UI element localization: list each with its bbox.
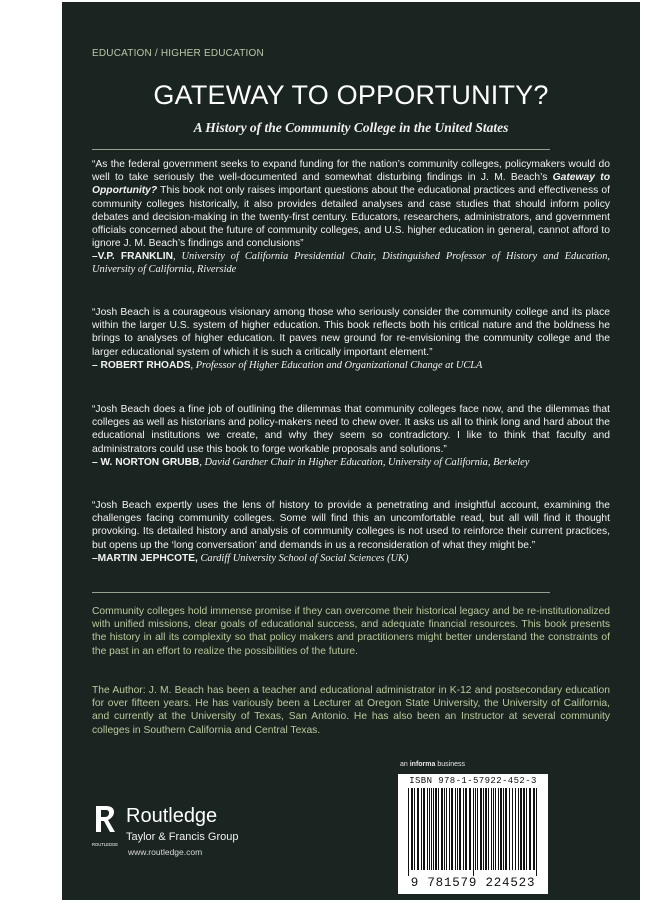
barcode-bar <box>465 788 467 870</box>
barcode-bar <box>414 788 415 870</box>
barcode-bar <box>533 788 535 870</box>
endorsement-quote <box>92 158 610 276</box>
routledge-logo-icon <box>92 802 118 850</box>
endorsement-quote <box>92 403 610 469</box>
barcode-bar <box>529 788 531 870</box>
endorser-affiliation: Cardiff University School of Social Sciences (UK) <box>197 552 409 564</box>
barcode-bar <box>477 788 478 870</box>
barcode-bar <box>451 788 453 870</box>
endorser-affiliation: , University of California Presidential Chair, Distinguished Professor of History and Education, University of California, Riverside <box>92 251 611 276</box>
barcode-bar <box>526 788 527 870</box>
barcode-bar <box>536 788 537 876</box>
informa-prefix: an <box>400 761 410 768</box>
barcode-bar <box>509 788 510 870</box>
quote-text: “Josh Beach expertly uses the lens of history to provide a penetrating and insightful account, examining the challenges facing community colleges. Some will find this an uncomfortable read, but all will find it thought provoking. Its detailed history and analysis of community colleges is not used to reinforce their current practices, but opens up the ‘long conversation’ and demands in us a reconsideration of what they might be.” <box>92 500 610 551</box>
quote-attribution <box>92 359 610 372</box>
barcode-bar <box>449 788 450 870</box>
book-subtitle: A History of the Community College in the United States <box>193 120 509 135</box>
barcode-bar <box>446 788 447 870</box>
barcode-bar <box>515 788 516 870</box>
quote-text-part: This book not only raises important questions about the educational practices and effectiveness of community colleges historically, it also provides detailed analyses and case studies that should inform policy debates and decision-making in the twenty-first century. Educators, researchers, administrators, and government officials concerned about the future of community colleges, and U.S. higher education in general, cannot afford to ignore J. M. Beach’s findings and conclusions” <box>92 185 610 250</box>
barcode-bar <box>518 788 519 870</box>
endorser-affiliation: , Professor of Higher Education and Organizational Change at UCLA <box>190 359 483 371</box>
quote-attribution <box>92 250 610 276</box>
barcode-bar <box>483 788 484 870</box>
barcode-bar <box>480 788 482 870</box>
barcode-bar <box>459 788 461 870</box>
endorser-name: – ROBERT RHOADS <box>92 359 191 371</box>
barcode-bar <box>421 788 422 870</box>
barcode-bar <box>444 788 445 870</box>
barcode-bar <box>457 788 458 870</box>
barcode-bar <box>455 788 456 870</box>
publisher-name: Routledge <box>126 805 218 827</box>
barcode-bar <box>505 788 507 870</box>
barcode-bar <box>485 788 487 870</box>
endorser-name: – W. NORTON GRUBB <box>92 456 200 468</box>
isbn-label: ISBN 978-1-57922-452-3 <box>409 776 537 786</box>
barcode-bar <box>441 788 443 870</box>
quote-attribution <box>92 552 610 565</box>
barcode-bar <box>408 788 409 876</box>
book-back-cover <box>62 2 640 900</box>
barcode-bar <box>463 788 464 870</box>
barcode-bar <box>493 788 494 870</box>
book-title: GATEWAY TO OPPORTUNITY? <box>153 80 549 110</box>
category-label: EDUCATION / HIGHER EDUCATION <box>92 48 264 59</box>
logo-text: ROUTLEDGE <box>92 842 118 847</box>
endorser-name: –V.P. FRANKLIN <box>92 251 173 263</box>
informa-brand: informa <box>409 761 436 768</box>
barcode-bar <box>512 788 513 870</box>
isbn-barcode <box>398 774 548 894</box>
barcode-bar <box>500 788 502 870</box>
barcode-bar <box>473 788 474 876</box>
quote-attribution <box>92 456 610 469</box>
barcode-bar <box>429 788 430 870</box>
barcode-bar <box>491 788 492 870</box>
quote-text <box>92 158 610 250</box>
endorsement-quote <box>92 306 610 372</box>
divider-bottom <box>92 592 550 593</box>
endorsement-quote <box>92 499 610 565</box>
barcode-bar <box>438 788 439 870</box>
publisher-group: Taylor & Francis Group <box>126 831 239 843</box>
quote-text: “Josh Beach is a courageous visionary among those who seriously consider the community college and its place within the larger U.S. system of higher education. This book reflects both his critical nature and the boldness he brings to analyses of higher education. It paves new ground for re-envisioning the community college and the larger educational system of which it is such a critically important element.” <box>92 307 610 358</box>
endorser-name: –MARTIN JEPHCOTE, <box>92 552 198 564</box>
barcode-bar <box>520 788 522 870</box>
informa-suffix: business <box>435 761 465 768</box>
barcode-number: 9 781579 224523 <box>410 876 536 890</box>
barcode-bar <box>503 788 504 870</box>
quote-book-title: Gateway to Opportunity? <box>92 172 610 197</box>
quote-text: “Josh Beach does a fine job of outlining the dilemmas that community colleges face now, and the dilemmas that colleges as well as historians and policy-makers need to chew over. It asks us all to think long and hard about the educational institutions we create, and why they seem so contradictory. I like to think that faculty and administrators could use this book to forge workable proposals and solutions.” <box>92 404 610 455</box>
informa-business-tag <box>400 761 465 768</box>
barcode-bar <box>423 788 425 870</box>
barcode-bar <box>498 788 499 870</box>
author-bio <box>92 684 610 737</box>
barcode-bar <box>488 788 489 870</box>
publisher-website: www.routledge.com <box>128 847 203 857</box>
barcode-bar <box>431 788 432 870</box>
barcode-bar <box>433 788 434 870</box>
book-description <box>92 605 610 658</box>
barcode-bar <box>523 788 525 870</box>
endorser-affiliation: , David Gardner Chair in Higher Education, University of California, Berkeley <box>199 456 530 468</box>
barcode-bar <box>475 788 476 870</box>
barcode-bar <box>435 788 437 870</box>
barcode-bar <box>427 788 428 870</box>
divider-top <box>92 149 550 150</box>
barcode-bar <box>411 788 413 870</box>
barcode-bar <box>469 788 471 870</box>
description-text: Community colleges hold immense promise if they can overcome their historical legacy and be re-institutionalized with unified missions, clear goals of educational success, and adequate financial resources. This book presents the history in all its complexity so that policy makers and practitioners might better understand the constraints of the past in an effort to realize the possibilities of the future. <box>92 606 610 657</box>
barcode-bar <box>417 788 419 870</box>
barcode-bar <box>495 788 496 870</box>
author-bio-text: The Author: J. M. Beach has been a teacher and educational administrator in K-12 and postsecondary education for over fifteen years. He has variously been a Lecturer at Oregon State University, the University of California, and currently at the University of Texas, San Antonio. He has also been an Instructor at several community colleges in Southern California and Central Texas. <box>92 685 610 736</box>
quote-text-part: “As the federal government seeks to expand funding for the nation’s community colleges, policymakers would do well to take seriously the well-documented and somewhat disturbing findings in J. M. Beach’s <box>92 159 610 184</box>
